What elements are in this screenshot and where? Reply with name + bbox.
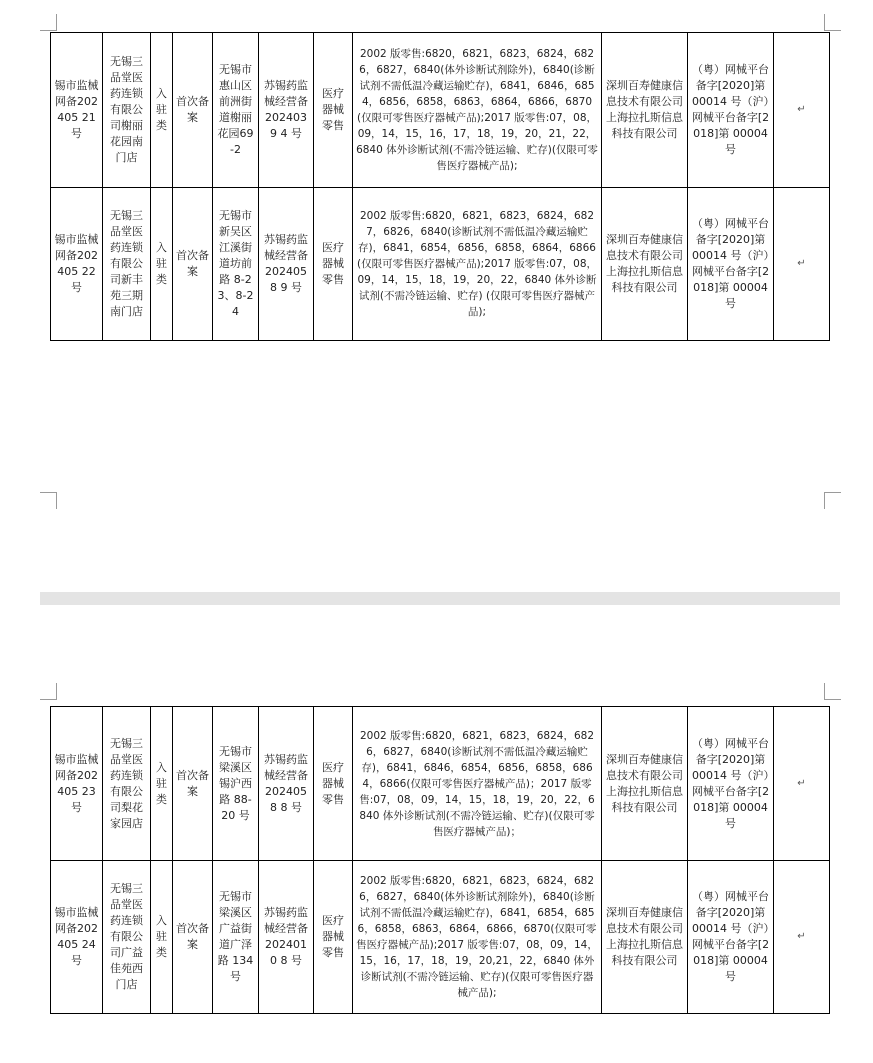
platform-filing-code: （粤）网械平台备字[2020]第 00014 号（沪）网械平台备字[2018]第 00004 号	[688, 33, 774, 188]
platform-filing-code: （粤）网械平台备字[2020]第 00014 号（沪）网械平台备字[2018]第 00004 号	[688, 188, 774, 341]
paragraph-mark: ↵	[774, 861, 830, 1014]
company-name: 无锡三品堂医药连锁有限公司新丰苑三期南门店	[103, 188, 151, 341]
business-scope: 2002 版零售:6820，6821，6823，6824，6827，6826，6840(诊断试剂不需低温冷藏运输贮存)，6841，6854，6856，6858，6864，6866(仅限可零售医疗器械产品);2017 版零售:07，08，09，14，15，18，19，20，22，6840 体外诊断试剂(不需冷链运输、贮存) (仅限可零售医疗器械产品);	[353, 188, 602, 341]
filing-type: 首次备案	[173, 707, 213, 861]
filing-code: 锡市监械网备202405 21 号	[51, 33, 103, 188]
filing-code: 锡市监械网备202405 22 号	[51, 188, 103, 341]
page-gap	[40, 592, 840, 605]
address: 无锡市惠山区前洲街道榭丽花园69-2	[213, 33, 259, 188]
business-type: 医疗器械零售	[314, 33, 353, 188]
business-type: 医疗器械零售	[314, 188, 353, 341]
platform-company: 深圳百寿健康信息技术有限公司 上海拉扎斯信息科技有限公司	[602, 188, 688, 341]
category: 入驻类	[151, 188, 173, 341]
platform-company: 深圳百寿健康信息技术有限公司 上海拉扎斯信息科技有限公司	[602, 33, 688, 188]
page-corner-mark	[824, 14, 841, 31]
document-page-2	[0, 605, 873, 1063]
table-row	[51, 33, 830, 188]
page-corner-mark	[40, 492, 57, 509]
category: 入驻类	[151, 33, 173, 188]
company-name: 无锡三品堂医药连锁有限公司榭丽花园南门店	[103, 33, 151, 188]
table-row	[51, 188, 830, 341]
license-number: 苏锡药监械经营备2024058 8 号	[259, 707, 314, 861]
business-scope: 2002 版零售:6820，6821，6823，6824，6826，6827，6840(诊断试剂不需低温冷藏运输贮存)，6841，6846，6854，6856，6858，6864，6866(仅限可零售医疗器械产品)；2017 版零售:07，08，09，14，15，18，19，20，22，6840 体外诊断试剂(不需冷链运输、贮存)(仅限可零售医疗器械产品)；	[353, 707, 602, 861]
platform-company: 深圳百寿健康信息技术有限公司 上海拉扎斯信息科技有限公司	[602, 707, 688, 861]
platform-filing-code: （粤）网械平台备字[2020]第 00014 号（沪）网械平台备字[2018]第 00004 号	[688, 861, 774, 1014]
paragraph-mark: ↵	[774, 33, 830, 188]
business-type: 医疗器械零售	[314, 707, 353, 861]
filing-type: 首次备案	[173, 861, 213, 1014]
filing-code: 锡市监械网备202405 24 号	[51, 861, 103, 1014]
page-corner-mark	[40, 683, 57, 700]
filing-type: 首次备案	[173, 33, 213, 188]
category: 入驻类	[151, 861, 173, 1014]
business-scope: 2002 版零售:6820，6821，6823，6824，6826，6827，6840(体外诊断试剂除外)，6840(诊断试剂不需低温冷藏运输贮存)，6841，6846，6854，6856，6858，6863，6864，6866，6870(仅限可零售医疗器械产品);2017 版零售:07，08，09，14，15，16，17，18，19，20，21，22，6840 体外诊断试剂(不需冷链运输、贮存)(仅限可零售医疗器械产品);	[353, 33, 602, 188]
table-row	[51, 861, 830, 1014]
address: 无锡市梁溪区广益街道广泽路 134 号	[213, 861, 259, 1014]
page-corner-mark	[824, 492, 841, 509]
paragraph-mark: ↵	[774, 188, 830, 341]
platform-company: 深圳百寿健康信息技术有限公司 上海拉扎斯信息科技有限公司	[602, 861, 688, 1014]
filing-type: 首次备案	[173, 188, 213, 341]
license-number: 苏锡药监械经营备2024058 9 号	[259, 188, 314, 341]
page-corner-mark	[824, 683, 841, 700]
business-type: 医疗器械零售	[314, 861, 353, 1014]
filing-table-2	[50, 706, 830, 1014]
table-row	[51, 707, 830, 861]
license-number: 苏锡药监械经营备2024010 8 号	[259, 861, 314, 1014]
paragraph-mark: ↵	[774, 707, 830, 861]
address: 无锡市梁溪区锡沪西路 88-20 号	[213, 707, 259, 861]
page-corner-mark	[40, 14, 57, 31]
business-scope: 2002 版零售:6820，6821，6823，6824，6826，6827，6840(体外诊断试剂除外)，6840(诊断试剂不需低温冷藏运输贮存)，6841，6854，6856，6858，6863，6864，6866，6870(仅限可零售医疗器械产品);2017 版零售:07，08，09，14，15，16，17，18，19，20,21，22，6840 体外诊断试剂(不需冷链运输、贮存)(仅限可零售医疗器械产品);	[353, 861, 602, 1014]
company-name: 无锡三品堂医药连锁有限公司梨花家园店	[103, 707, 151, 861]
category: 入驻类	[151, 707, 173, 861]
company-name: 无锡三品堂医药连锁有限公司广益佳苑西门店	[103, 861, 151, 1014]
filing-code: 锡市监械网备202405 23 号	[51, 707, 103, 861]
license-number: 苏锡药监械经营备2024039 4 号	[259, 33, 314, 188]
address: 无锡市新吴区江溪街道坊前路 8-23、8-24	[213, 188, 259, 341]
filing-table-1	[50, 32, 830, 341]
platform-filing-code: （粤）网械平台备字[2020]第 00014 号（沪）网械平台备字[2018]第 00004 号	[688, 707, 774, 861]
